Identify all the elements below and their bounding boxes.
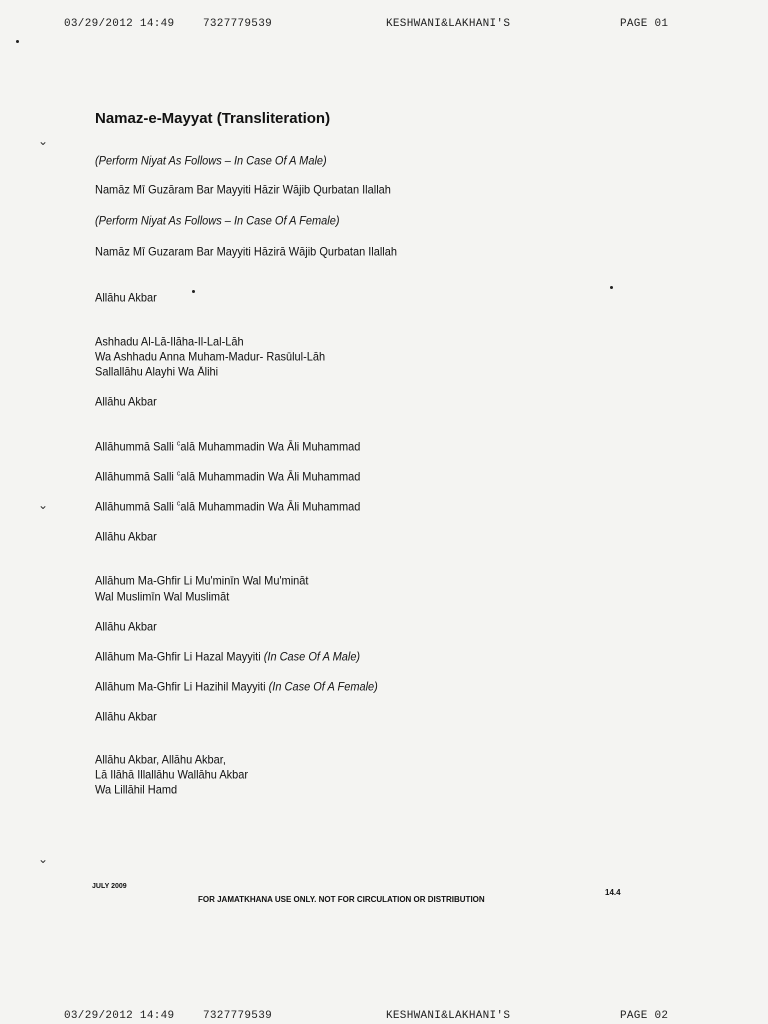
dua-line-1: Allāhum Ma-Ghfir Li Mu'minīn Wal Mu'mināt <box>95 575 309 588</box>
salawat-line-2 <box>95 470 360 484</box>
dua-female-note: (In Case Of A Female) <box>268 681 378 694</box>
salawat-line-1 <box>95 440 360 454</box>
shahada-line-2: Wa Ashhadu Anna Muham-Madur- Rasūlul-Lāh <box>95 351 326 364</box>
dua-female <box>95 681 378 694</box>
dua-line-2: Wal Muslimīn Wal Muslimāt <box>95 591 230 604</box>
closing-line-2: Lā Ilāhā Illallāhu Wallāhu Akbar <box>95 769 249 782</box>
salawat-line-3 <box>95 500 360 514</box>
scan-speck <box>192 290 195 293</box>
fax-page: PAGE 02 <box>620 1010 669 1022</box>
scan-mark: ⌄ <box>38 134 49 148</box>
dua-female-text: Allāhum Ma-Ghfir Li Hazihil Mayyiti <box>95 681 269 694</box>
footer-notice: FOR JAMATKHANA USE ONLY. NOT FOR CIRCULATION OR DISTRIBUTION <box>198 895 485 904</box>
fax-page: PAGE 01 <box>620 18 669 30</box>
takbir-5: Allāhu Akbar <box>95 711 157 724</box>
salawat-pre: Allāhummā Salli <box>95 441 177 454</box>
salawat-post: alā Muhammadin Wa Āli Muhammad <box>180 501 361 514</box>
niyat-male-heading: (Perform Niyat As Follows – In Case Of A Male) <box>95 155 327 168</box>
niyat-male-text: Namāz Mī Guzāram Bar Mayyiti Hāzir Wājib Qurbatan Ilallah <box>95 184 391 197</box>
dua-male-text: Allāhum Ma-Ghfir Li Hazal Mayyiti <box>95 651 264 664</box>
fax-datetime: 03/29/2012 14:49 <box>64 1010 175 1022</box>
fax-datetime: 03/29/2012 14:49 <box>64 18 175 30</box>
takbir-2: Allāhu Akbar <box>95 396 157 409</box>
salawat-post: alā Muhammadin Wa Āli Muhammad <box>180 441 361 454</box>
salawat-sup: c <box>176 470 181 478</box>
niyat-female-heading: (Perform Niyat As Follows – In Case Of A Female) <box>95 215 340 228</box>
takbir-1: Allāhu Akbar <box>95 292 157 305</box>
takbir-4: Allāhu Akbar <box>95 621 157 634</box>
closing-line-1: Allāhu Akbar, Allāhu Akbar, <box>95 754 226 767</box>
salawat-sup: c <box>176 500 181 508</box>
scan-mark: ⌄ <box>38 498 49 512</box>
salawat-pre: Allāhummā Salli <box>95 471 177 484</box>
shahada-line-1: Ashhadu Al-Lā-Ilāha-Il-Lal-Lāh <box>95 336 244 349</box>
shahada-line-3: Sallallāhu Alayhi Wa Ālihi <box>95 366 219 379</box>
dua-male-note: (In Case Of A Male) <box>263 651 361 664</box>
salawat-sup: c <box>176 440 181 448</box>
takbir-3: Allāhu Akbar <box>95 531 157 544</box>
scan-speck <box>16 40 19 43</box>
footer-number: 14.4 <box>605 888 621 897</box>
fax-phone: 7327779539 <box>203 1010 273 1022</box>
page-title: Namaz-e-Mayyat (Transliteration) <box>95 110 331 127</box>
fax-phone: 7327779539 <box>203 18 273 30</box>
fax-sender: KESHWANI&LAKHANI'S <box>386 1010 511 1022</box>
fax-sender: KESHWANI&LAKHANI'S <box>386 18 511 30</box>
scan-mark: ⌄ <box>38 852 49 866</box>
scan-speck <box>610 286 613 289</box>
dua-male <box>95 651 360 664</box>
niyat-female-text: Namāz Mī Guzaram Bar Mayyiti Hāzirā Wājib Qurbatan Ilallah <box>95 246 397 259</box>
salawat-post: alā Muhammadin Wa Āli Muhammad <box>180 471 361 484</box>
closing-line-3: Wa Lillāhil Hamd <box>95 784 178 797</box>
footer-date: JULY 2009 <box>92 883 127 890</box>
salawat-pre: Allāhummā Salli <box>95 501 177 514</box>
